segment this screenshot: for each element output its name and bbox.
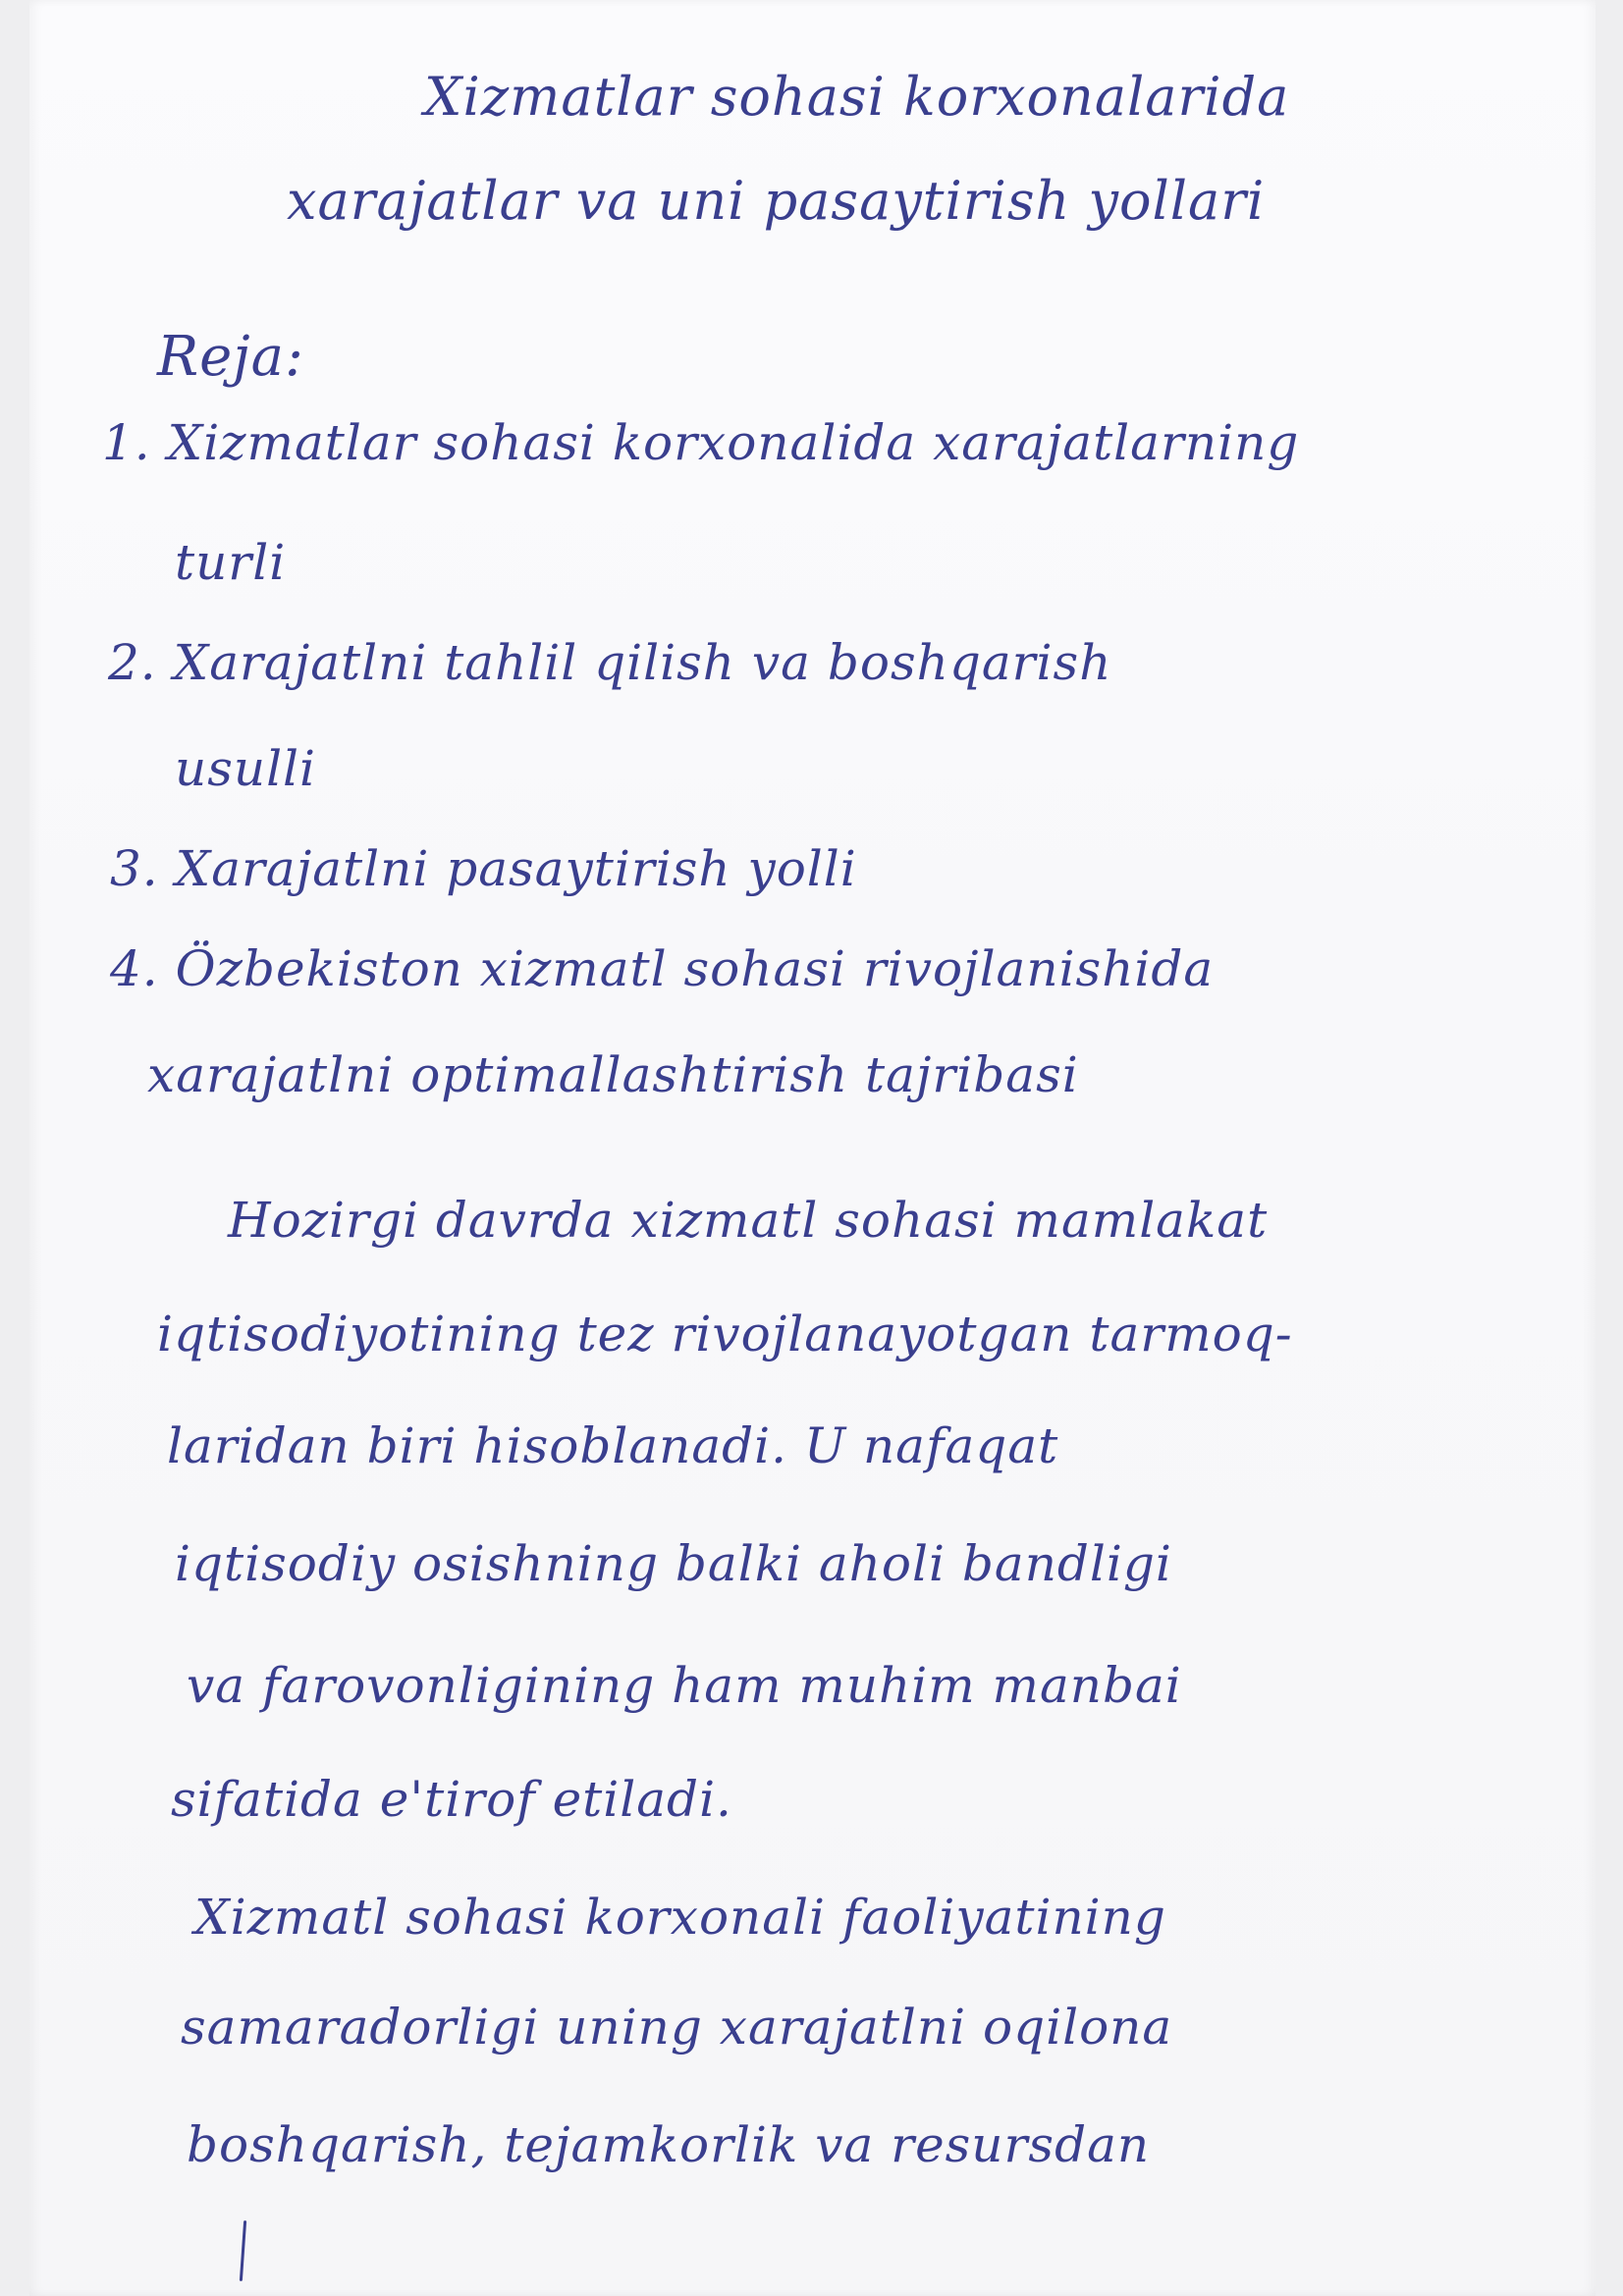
plan-item-4-line-1: 4. Özbekiston xizmatl sohasi rivojlanishida (110, 940, 1215, 997)
paragraph-2-line-2: samaradorligi uning xarajatlni oqilona (181, 1999, 1173, 2056)
plan-item-4-line-2: xarajatlni optimallashtirish tajribasi (147, 1046, 1079, 1103)
paragraph-1-line-1: Hozirgi davrda xizmatl sohasi mamlakat (228, 1192, 1269, 1249)
plan-heading: Reja: (157, 325, 304, 389)
paragraph-2-line-3: boshqarish, tejamkorlik va resursdan (187, 2116, 1151, 2173)
plan-item-1-line-1: 1. Xizmatlar sohasi korxonalida xarajatlarning (102, 414, 1300, 471)
paragraph-1-line-6: sifatida e'tirof etiladi. (171, 1771, 732, 1828)
paragraph-1-line-4: iqtisodiy osishning balki aholi bandligi (175, 1535, 1172, 1592)
scan-right-margin (1596, 0, 1623, 2296)
title-line-2: xarajatlar va uni pasaytirish yollari (287, 170, 1266, 232)
paragraph-1-line-3: laridan biri hisoblanadi. U nafaqat (167, 1417, 1059, 1474)
plan-item-3-line-1: 3. Xarajatlni pasaytirish yolli (110, 840, 857, 897)
paragraph-1-line-2: iqtisodiyotining tez rivojlanayotgan tarmoq- (157, 1306, 1293, 1362)
paragraph-1-line-5: va farovonligining ham muhim manbai (187, 1657, 1182, 1714)
scan-left-margin (0, 0, 29, 2296)
title-line-1: Xizmatlar sohasi korxonalarida (424, 66, 1290, 128)
plan-item-2-line-2: usulli (175, 740, 317, 797)
plan-item-1-line-2: turli (175, 534, 287, 591)
paragraph-2-line-1: Xizmatl sohasi korxonali faoliyatining (194, 1889, 1166, 1946)
plan-item-2-line-1: 2. Xarajatlni tahlil qilish va boshqarish (108, 634, 1112, 691)
